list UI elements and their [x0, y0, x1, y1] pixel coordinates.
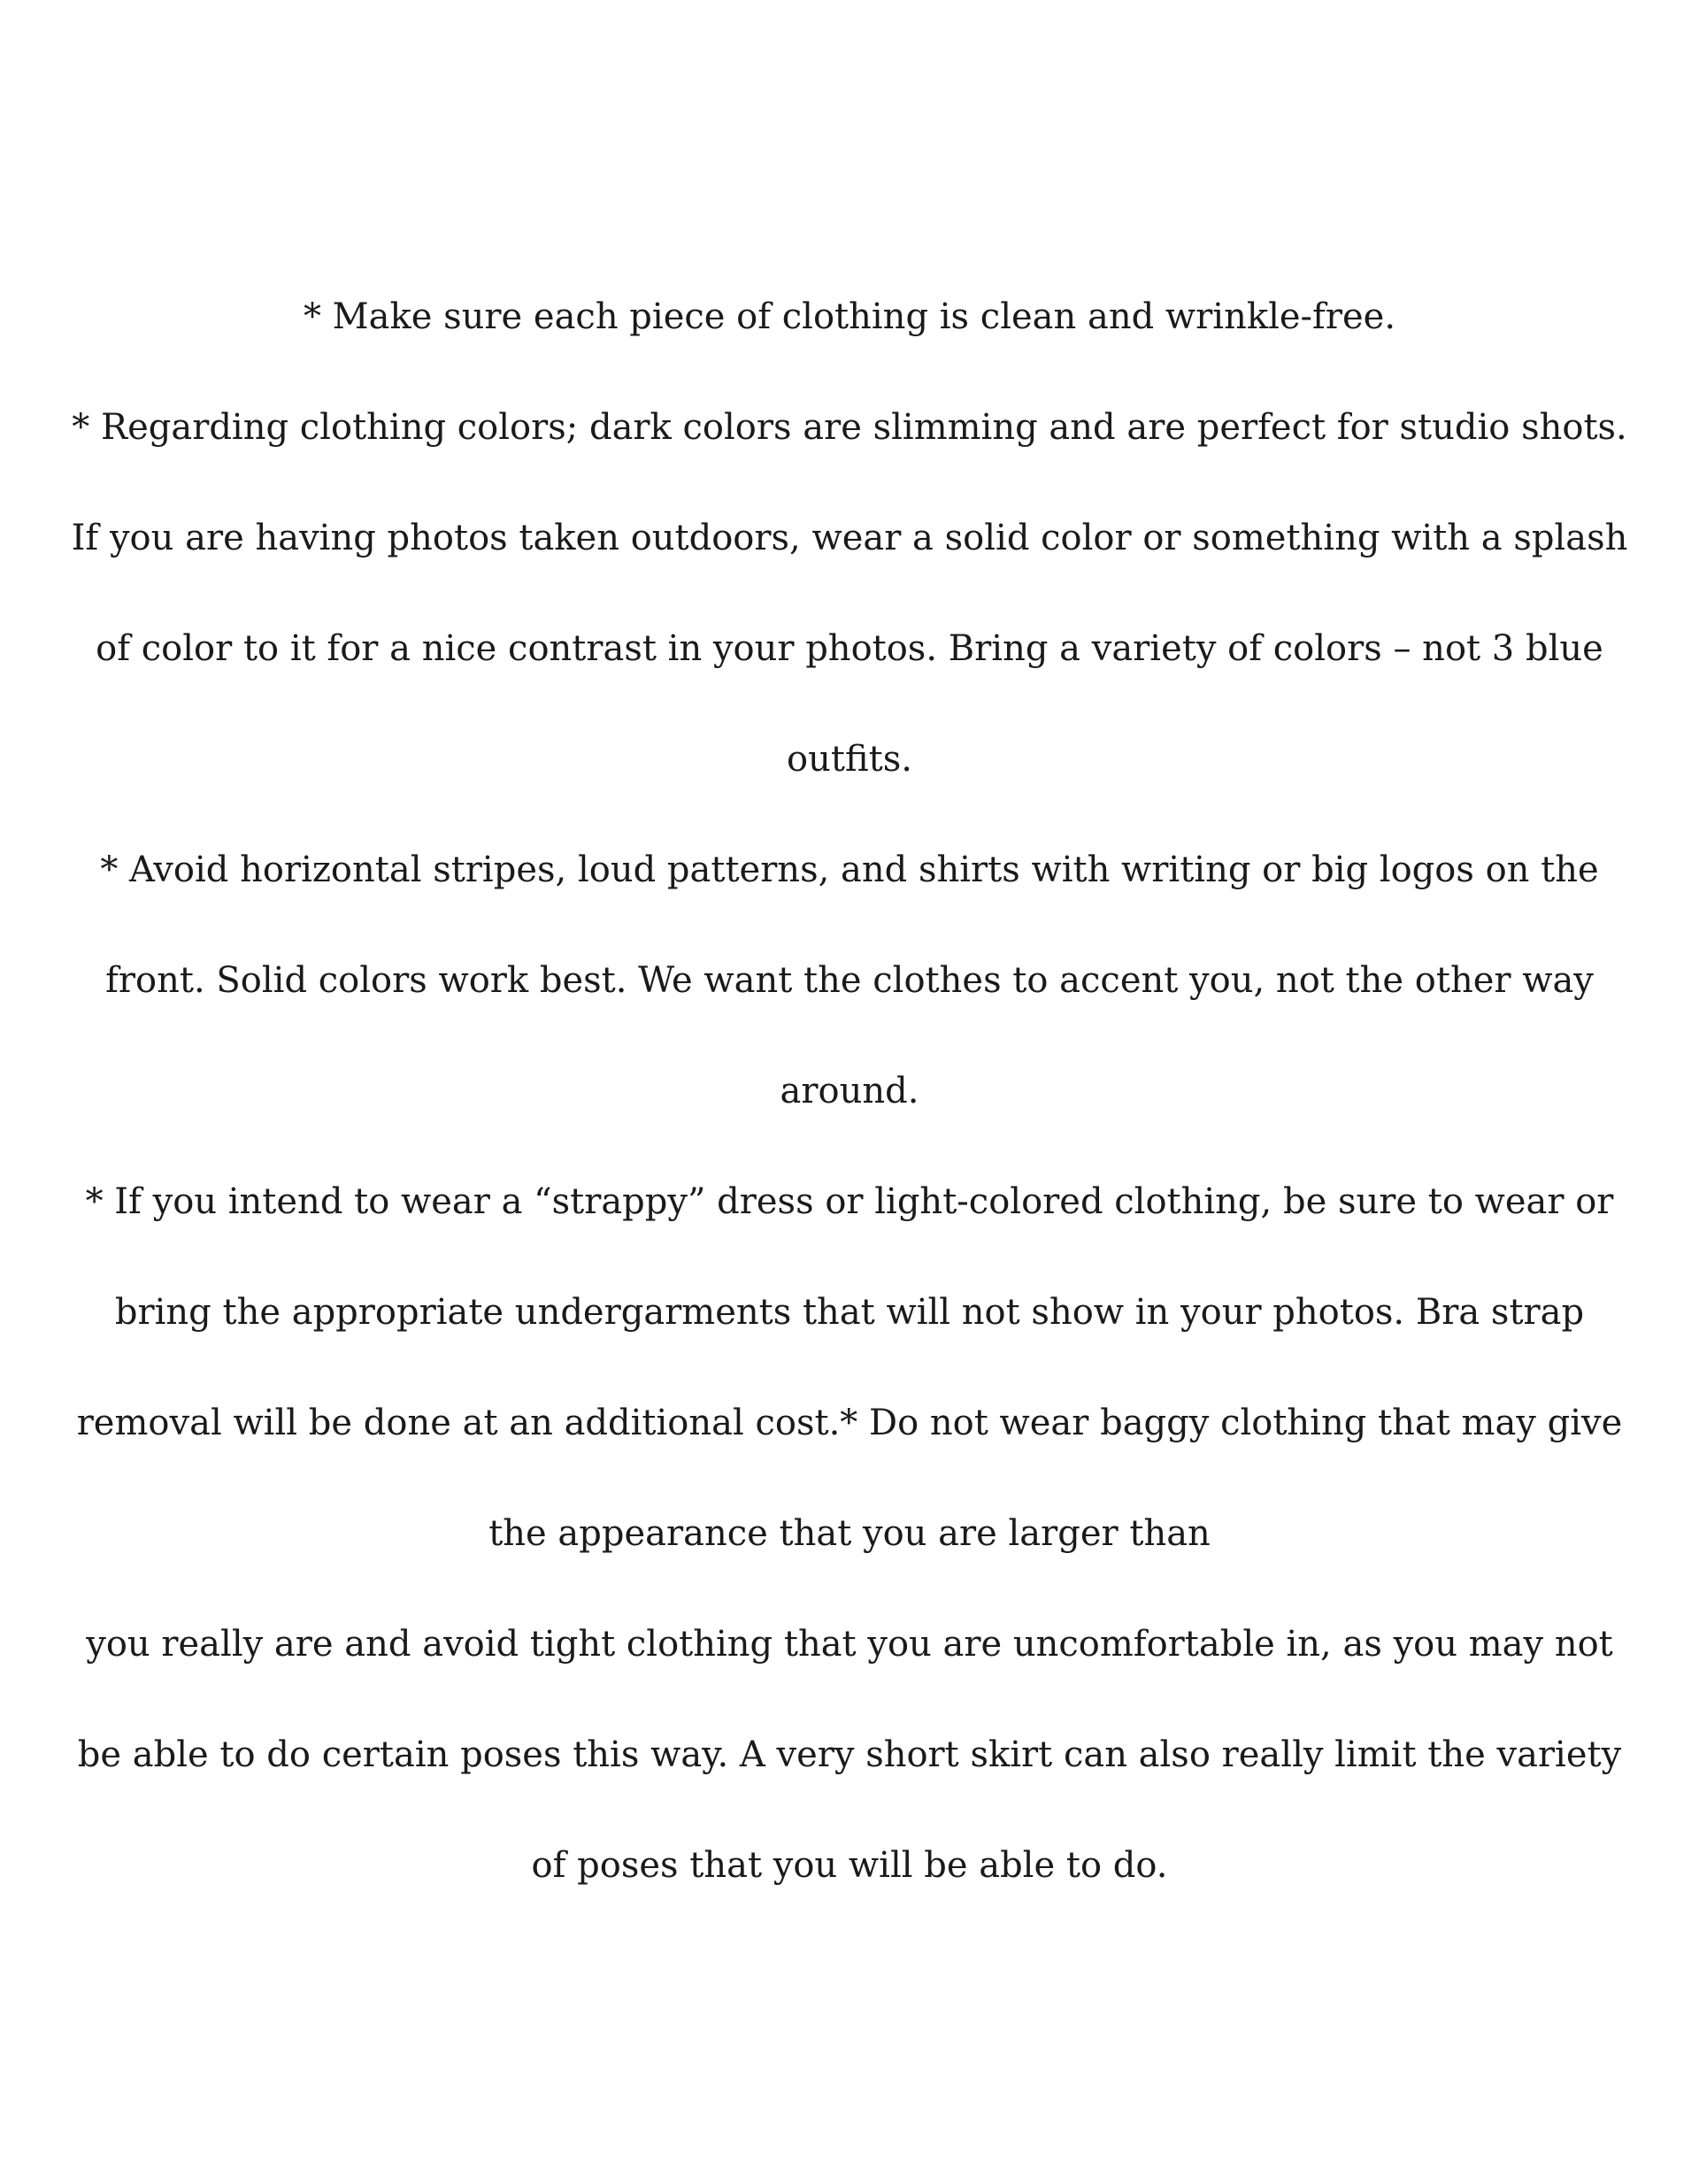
text-line: * Make sure each piece of clothing is clean and wrinkle-free. — [303, 296, 1396, 337]
text-line: * Regarding clothing colors; dark colors are slimming and are perfect for studio shots. — [72, 407, 1627, 448]
text-line: of color to it for a nice contrast in your photos. Bring a variety of colors – not 3 blue — [96, 628, 1603, 669]
text-line: If you are having photos taken outdoors, wear a solid color or something with a splash — [71, 518, 1628, 558]
text-line: the appearance that you are larger than — [488, 1513, 1211, 1554]
text-line: bring the appropriate undergarments that will not show in your photos. Bra strap — [114, 1292, 1585, 1333]
text-line: you really are and avoid tight clothing that you are uncomfortable in, as you may not — [86, 1624, 1613, 1665]
text-line: front. Solid colors work best. We want the clothes to accent you, not the other way — [105, 960, 1594, 1001]
text-line: of poses that you will be able to do. — [531, 1845, 1168, 1886]
text-line: outfits. — [787, 739, 912, 780]
text-line: removal will be done at an additional cost.* Do not wear baggy clothing that may give — [76, 1403, 1623, 1443]
text-line: * Avoid horizontal stripes, loud patterns, and shirts with writing or big logos on the — [100, 850, 1599, 890]
text-line: * If you intend to wear a “strappy” dress or light-colored clothing, be sure to wear or — [85, 1181, 1614, 1222]
text-line: be able to do certain poses this way. A very short skirt can also really limit the variety — [77, 1734, 1622, 1775]
text-line: around. — [780, 1071, 919, 1111]
